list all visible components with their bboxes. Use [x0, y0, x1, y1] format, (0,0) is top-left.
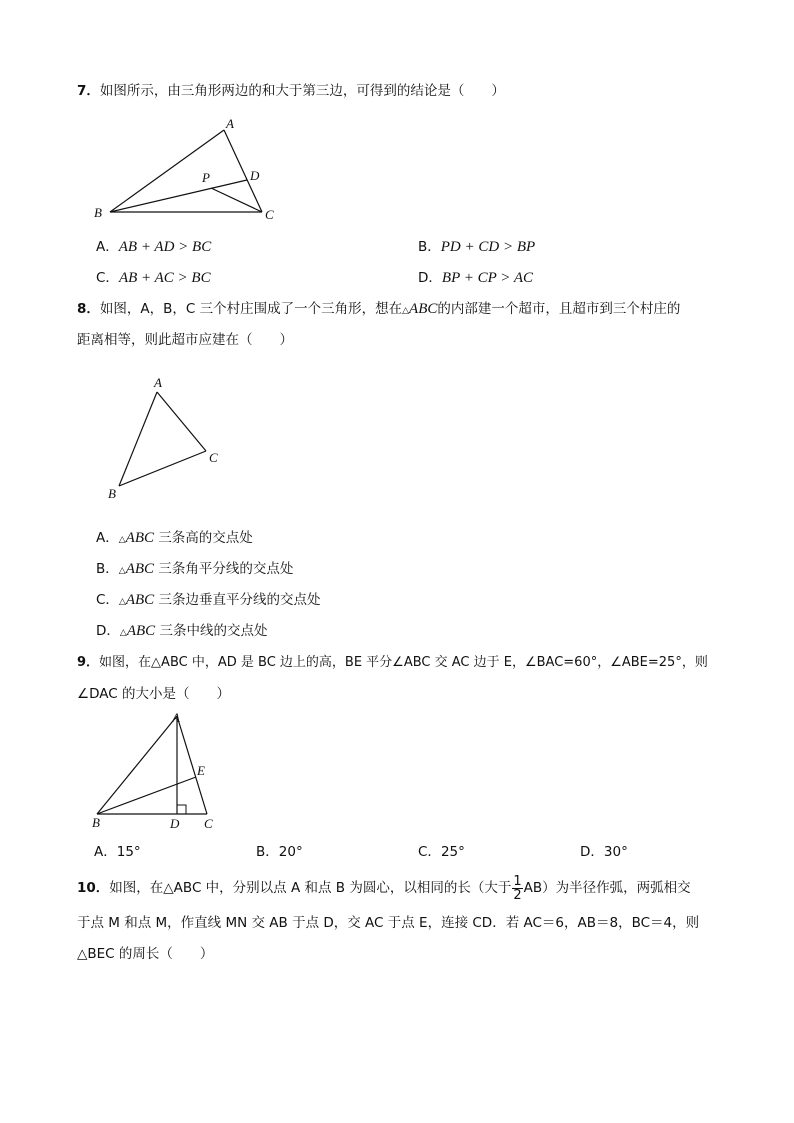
q9-option-b-value: 20° — [278, 844, 303, 860]
q9-option-a-letter: A． — [94, 844, 117, 860]
q7-option-c-expr: AB + AC > BC — [118, 270, 211, 286]
q10-stem-line1 — [77, 874, 691, 902]
q8-option-c-tri: △ — [118, 597, 126, 607]
q7-figure — [90, 114, 290, 224]
q8-text-line2: 距离相等，则此超市应建在（ ） — [77, 332, 293, 348]
q7-label-c: C — [265, 207, 274, 222]
q8-option-d[interactable] — [96, 622, 267, 642]
q9-text-line2: ∠DAC 的大小是（ ） — [77, 686, 230, 702]
q8-number: 8． — [77, 301, 100, 317]
q10-fraction — [512, 875, 522, 902]
q8-option-a-tri: △ — [118, 535, 126, 545]
q10-stem-line3 — [77, 945, 213, 963]
q8-segment-ac — [157, 392, 206, 451]
q8-option-b[interactable] — [96, 560, 293, 580]
q7-label-b: B — [94, 205, 102, 220]
q8-abc: ABC — [409, 301, 438, 317]
q8-option-d-abc: ABC — [126, 623, 156, 639]
q7-text: 如图所示，由三角形两边的和大于第三边，可得到的结论是（ ） — [99, 83, 505, 99]
q9-option-c-value: 25° — [440, 844, 465, 860]
q10-number: 10． — [77, 880, 110, 896]
q7-option-b-expr: PD + CD > BP — [440, 239, 536, 255]
q8-option-d-text: 三条中线的交点处 — [159, 623, 268, 639]
q9-figure — [88, 708, 228, 838]
q10-stem-line2 — [77, 914, 699, 932]
q8-option-b-text: 三条角平分线的交点处 — [158, 561, 294, 577]
q9-option-d-letter: D． — [580, 844, 604, 860]
q9-stem-line2 — [77, 685, 230, 703]
q10-fraction-numerator: 1 — [513, 873, 522, 889]
q7-stem — [77, 82, 505, 100]
q8-option-a-text: 三条高的交点处 — [158, 530, 253, 546]
q8-option-a-abc: ABC — [125, 530, 155, 546]
q7-label-d: D — [250, 168, 260, 183]
q8-option-c-letter: C． — [96, 592, 119, 608]
q8-option-c[interactable] — [96, 591, 321, 611]
q8-option-a[interactable] — [96, 529, 253, 549]
q9-label-a: A — [172, 710, 180, 725]
q9-option-b-letter: B． — [256, 844, 279, 860]
q7-number: 7． — [77, 83, 100, 99]
q9-option-c[interactable] — [418, 843, 465, 861]
q9-option-d-value: 30° — [603, 844, 628, 860]
q8-triangle-symbol: △ — [402, 306, 410, 316]
q7-label-a: A — [226, 116, 234, 131]
q9-label-b: B — [92, 815, 100, 830]
q7-option-d-expr: BP + CP > AC — [441, 270, 533, 286]
q9-stem-line1 — [77, 654, 708, 672]
q9-right-angle-mark — [177, 805, 186, 814]
q7-option-c-letter: C． — [96, 270, 119, 286]
q8-option-a-letter: A． — [96, 530, 119, 546]
q8-option-c-abc: ABC — [125, 592, 155, 608]
q7-option-d[interactable] — [418, 269, 533, 287]
q7-segment-pc — [211, 188, 262, 212]
q9-option-a-value: 15° — [116, 844, 141, 860]
q8-label-b: B — [108, 486, 116, 501]
q9-option-d[interactable] — [580, 843, 628, 861]
q8-stem-line2 — [77, 331, 293, 349]
q9-option-a[interactable] — [94, 843, 141, 861]
q8-option-c-text: 三条边垂直平分线的交点处 — [158, 592, 321, 608]
q7-option-b[interactable] — [418, 238, 535, 256]
q9-label-e: E — [197, 763, 205, 778]
q7-option-a-letter: A． — [96, 239, 119, 255]
q10-text-b: AB）为半径作弧，两弧相交 — [523, 880, 691, 896]
q9-option-b[interactable] — [256, 843, 303, 861]
q9-label-d: D — [170, 816, 180, 831]
q8-option-d-letter: D． — [96, 623, 120, 639]
q8-label-c: C — [209, 450, 218, 465]
q8-option-d-tri: △ — [119, 628, 127, 638]
q7-option-d-letter: D． — [418, 270, 442, 286]
q8-stem-line1 — [77, 300, 680, 320]
q8-figure — [100, 374, 240, 504]
q9-option-c-letter: C． — [418, 844, 441, 860]
q8-option-b-tri: △ — [118, 566, 126, 576]
q10-text-line3: △BEC 的周长（ ） — [77, 946, 214, 962]
q8-text-b: 的内部建一个超市，且超市到三个村庄的 — [437, 301, 681, 317]
q10-text-a: 如图，在△ABC 中，分别以点 A 和点 B 为圆心，以相同的长（大于 — [109, 880, 512, 896]
q7-option-c[interactable] — [96, 269, 211, 287]
q8-label-a: A — [154, 375, 162, 390]
q10-text-line2: 于点 M 和点 M，作直线 MN 交 AB 于点 D，交 AC 于点 E，连接 CD．若 AC＝6，AB＝8，BC＝4，则 — [77, 915, 700, 931]
q7-option-b-letter: B． — [418, 239, 441, 255]
q9-text-line1: 如图，在△ABC 中，AD 是 BC 边上的高，BE 平分∠ABC 交 AC 边于 E，∠BAC=60°，∠ABE=25°，则 — [99, 655, 708, 670]
q8-option-b-letter: B． — [96, 561, 119, 577]
q10-fraction-denominator: 2 — [513, 887, 522, 903]
q8-option-b-abc: ABC — [125, 561, 155, 577]
q8-segment-ab — [119, 392, 157, 486]
q7-option-a[interactable] — [96, 238, 211, 256]
q8-text-a: 如图，A，B，C 三个村庄围成了一个三角形，想在 — [99, 301, 403, 317]
q8-segment-bc — [119, 451, 206, 486]
q7-label-p: P — [202, 170, 210, 185]
q9-number: 9． — [77, 655, 100, 670]
q7-segment-bd — [110, 180, 247, 212]
q7-option-a-expr: AB + AD > BC — [118, 239, 212, 255]
q9-label-c: C — [204, 816, 213, 831]
